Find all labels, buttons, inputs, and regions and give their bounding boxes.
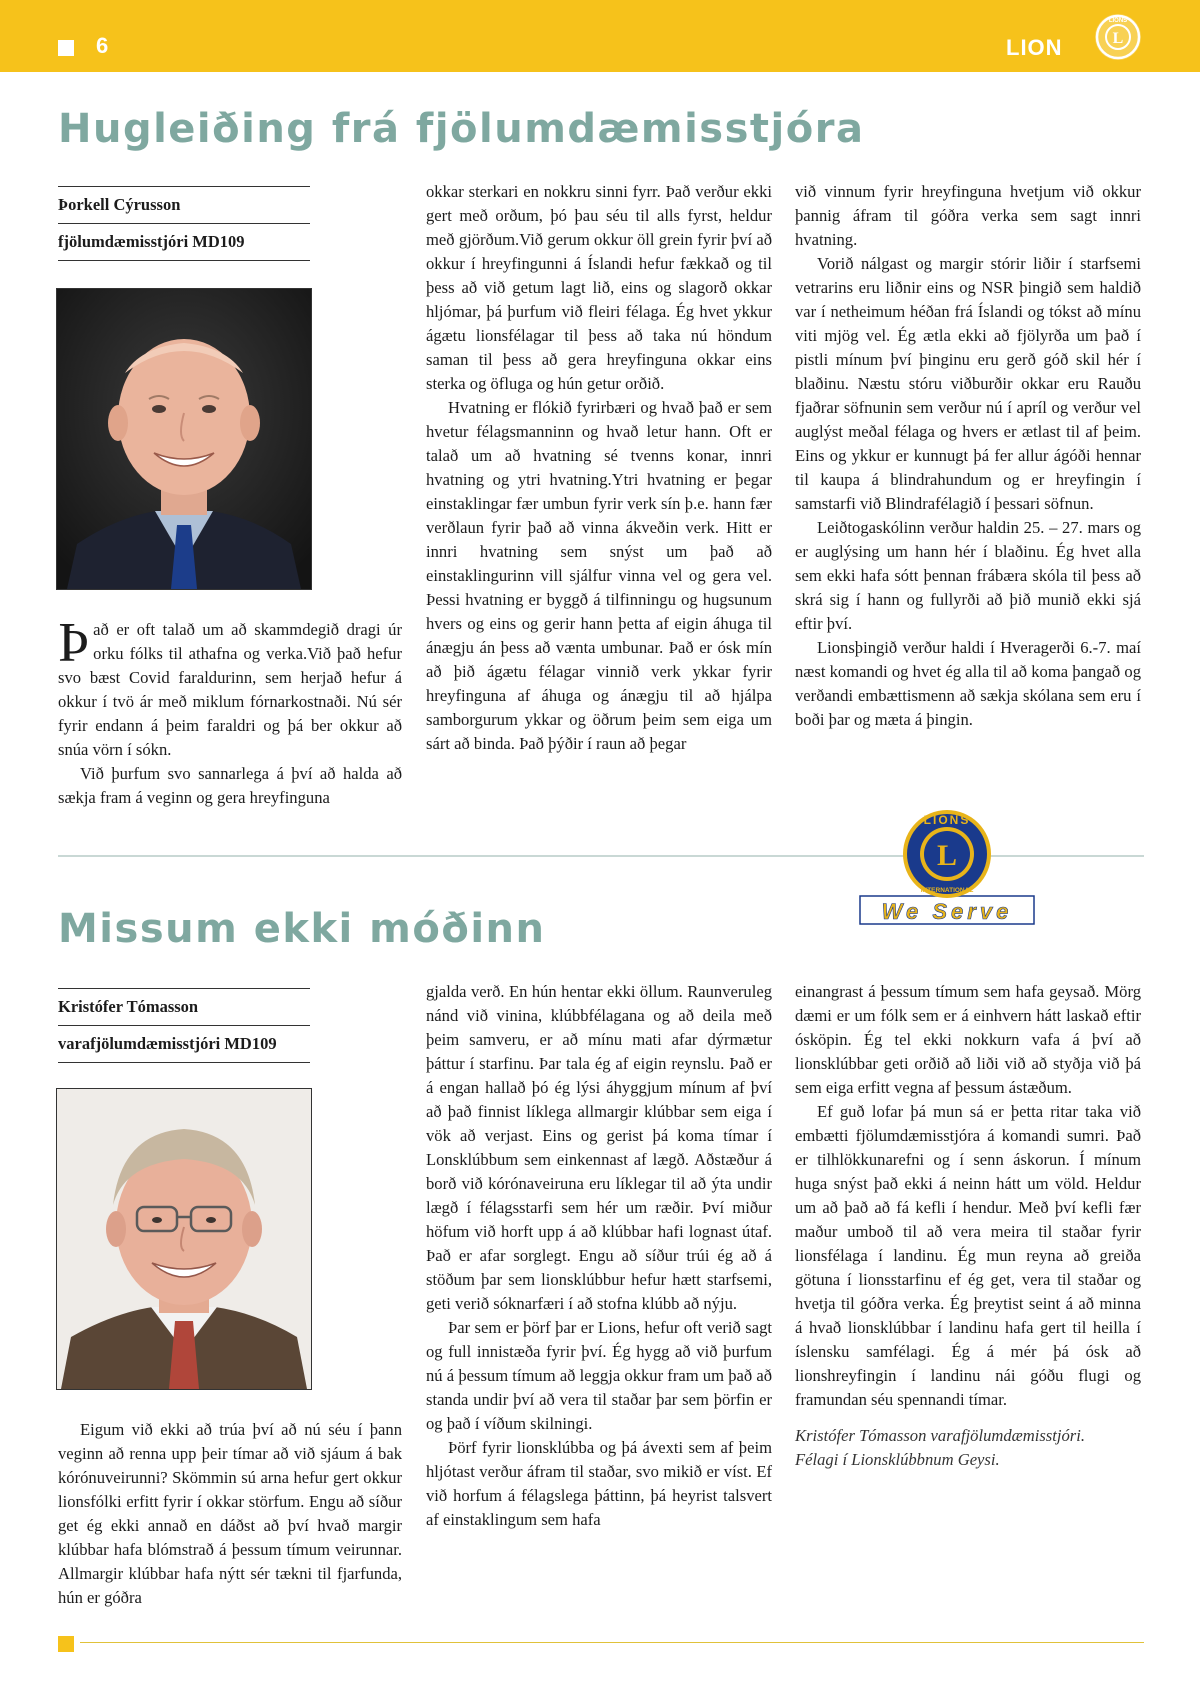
article1-paragraph: Hvatning er flókið fyrirbæri og hvað það er sem hvetur félagsmanninn og hvað letur hann. Oft er talað um að hvatning sé tvenns konar, innri hvatning og ytri hvatning.Ytri hvatning er þegar einstaklingar fær umbun fyrir verk sín þ.e. hann fær verðlaun fyrir það að vinna ákveðin verk. Hitt er innri hvatning sem snýst um það að einstaklingurinn vill sjálfur vinna vel og gera vel. Þessi hvatning er byggð á tilfinningu og hugsunum hvers og eins og gerir hann þetta af eigin áhuga til ánægju án þess að vænta umbunar. Það er ósk mín að þið ágætu félagar vinnið verk ykkar fyrir hreyfinguna af áhuga og ánægju til að hjálpa samborgurum ykkar og öðrum þeim sem eiga um sárt að binda. Það þýðir í raun að þegar	[426, 398, 772, 753]
article1-byline	[58, 186, 310, 261]
article1-paragraph: Vorið nálgast og margir stórir liðir í starfsemi vetrarins eru liðnir eins og NSR þingið sem haldið var í netheimum héðan frá Íslandi og tókst að mínu viti mjög vel. Ég ætla ekki að fjölyrða um það í pistli mínum því þinginu eru gerð góð skil hér í blaðinu. Næstu stóru viðburðir okkar eru Rauðu fjaðrar söfnunin sem verður nú í apríl og verður vel auglýst meðal félaga og hvers er ætlast til af þeim. Eins og ykkur er kunnugt þá fer allur ágóði hennar til kaupa á blindrahundum og er hreyfingin í samstarfi við Blindrafélagið í þessari söfnun.	[795, 254, 1141, 513]
article2-column-1	[58, 1418, 402, 1610]
article2-paragraph: Þar sem er þörf þar er Lions, hefur oft verið sagt og full innistæða fyrir því. Ég hygg að við þurfum nú á þessum tímum að leggja okkur fram um það að standa undir því að vera til staðar þar sem þörfin er og það í víðum skilningi.	[426, 1318, 772, 1433]
article2-column-3	[795, 980, 1141, 1472]
footer-square	[58, 1636, 74, 1652]
article2-author: Kristófer Tómasson	[58, 989, 310, 1026]
lions-logo-icon	[1093, 12, 1143, 62]
header-bar	[0, 0, 1200, 72]
article2-paragraph: gjalda verð. En hún hentar ekki öllum. Raunveruleg nánd við vinina, klúbbfélagana og að deila með þeim samveru, er að mínu mati afar dýrmætur þáttur í starfinu. Þar tala ég af eigin reynslu. Það er á engan hallað þó ég lýsi áhyggjum mínum af því að það finnist líklega allmargir klúbbar sem eiga í vök að verjast. Eins og gerist þá koma tímar í Lonsklúbbum sem einkennast af lægð. Aðstæður á borð við kórónaveiruna eru líklegar til að ýta undir lægð í félagsstarfi sem hér um ræðir. Því miður höfum við horft upp á að klúbbar hafi lognast útaf. Það er afar sorglegt. Engu að síður trúi ég að á stöðum þar sem lionsklúbbur hefur hætt starfsemi, geti verið sóknarfæri í að stofna klúbb að nýju.	[426, 982, 772, 1313]
article1-portrait	[56, 288, 312, 590]
svg-text:L: L	[1112, 30, 1124, 47]
article1-paragraph: Lionsþingið verður haldi í Hveragerði 6.-7. maí næst komandi og hvet ég alla til að koma þangað og verðandi embættismenn að sækja skólana sem eru í boði þar og mæta á þingin.	[795, 638, 1141, 729]
article1-paragraph: Það er oft talað um að skammdegið dragi úr orku fólks til athafna og verka.Við það hefur svo bæst Covid faraldurinn, sem herjað hefur á okkur í tvö ár með miklum fórnarkostnaði. Nú sér fyrir endann á þeim faraldri og þá ber okkur að snúa vörn í sókn.	[58, 612, 402, 759]
footer-rule	[80, 1642, 1144, 1643]
article1-author: Þorkell Cýrusson	[58, 187, 310, 224]
article1-paragraph: okkar sterkari en nokkru sinni fyrr. Það verður ekki gert með orðum, þó þau séu til alls fyrst, heldur með gjörðum.Við gerum okkur öll grein fyrir því að okkur í hreyfingunni á Íslandi hefur fækkað og til þess að við getum lagt lið, eins og slagorð okkar hljómar, þá þurfum við fleiri félaga. Ég hvet ykkur ágætu lionsfélagar til þess að taka nú höndum saman til þess að gera hreyfinguna okkar eins sterka og öfluga og hún getur orðið.	[426, 182, 772, 393]
article1-column-3	[795, 180, 1141, 732]
article2-paragraph: Ef guð lofar þá mun sá er þetta ritar taka við embætti fjölumdæmisstjóra á komandi sumri. Það er tilhlökkunarefni og í senn áskorun. Í mínum huga snýst það ekki á neinn hátt um völd. Heldur um að það að fá kefli í hendur. Með því kefli fær maður umboð til að vera meira til staðar fyrir lionsfélaga í landinu. Ég mun reyna að greiða götuna í lionsstarfinu ef ég get, vera til staðar og hvetja til góðra verka. Ég þreytist seint á að minna á hvað lionsklúbbar í landinu hafa gert til heilla í íslensku samfélagi. Ég á mér þá ósk að lionshreyfingin í landinu nái góðu flugi og framundan séu spennandi tímar.	[795, 1102, 1141, 1409]
article1-role: fjölumdæmisstjóri MD109	[58, 224, 310, 261]
emblem-center-letter: L	[936, 839, 958, 872]
article1-paragraph: við vinnum fyrir hreyfinguna hvetjum við okkur þannig áfram til góðra verka sem sagt innri hvatning.	[795, 182, 1141, 249]
svg-text:LIONS: LIONS	[1108, 18, 1128, 24]
article2-paragraph: Þörf fyrir lionsklúbba og þá ávexti sem af þeim hljótast verður áfram til staðar, svo mikið er víst. Ef við horfum á félagslega þáttinn, þá heyrist talsvert af einstaklingum sem hafa	[426, 1438, 772, 1529]
article2-title: Missum ekki móðinn	[58, 906, 546, 952]
header-square	[58, 40, 74, 56]
article1-paragraph: Leiðtogaskólinn verður haldin 25. – 27. mars og er auglýsing um hann hér í blaðinu. Ég hvet alla sem ekki hafa sótt þennan frábæra skóla til þess að skrá sig í hann og fullyrði að þið munið ekki sjá eftir því.	[795, 518, 1141, 633]
magazine-name: LION	[1006, 35, 1063, 60]
dropcap: Þ	[58, 612, 90, 674]
article2-role: varafjölumdæmisstjóri MD109	[58, 1026, 310, 1063]
emblem-top-text: LIONS	[923, 813, 971, 827]
page-number: 6	[96, 33, 109, 58]
article2-column-2	[426, 980, 772, 1532]
article1-paragraph: Við þurfum svo sannarlega á því að halda að sækja fram á veginn og gera hreyfinguna	[58, 764, 402, 807]
lions-we-serve-emblem	[858, 808, 1036, 928]
article1-column-2	[426, 180, 772, 756]
article2-byline	[58, 988, 310, 1063]
article2-paragraph: Eigum við ekki að trúa því að nú séu í þann veginn að renna upp þeir tímar að við sjáum á bak kórónuveirunni? Skömmin sú arna hefur gert okkur lionsfólki erfitt fyrir í okkar störfum. Engu að síður get ég ekki annað en dáðst að því hvað margir klúbbar hafa blómstrað á þessum tímum veirunnar. Allmargir klúbbar hafa nýtt sér tækni til fjarfunda, hún er góðra	[58, 1420, 402, 1607]
emblem-bottom-text: INTERNATIONAL	[920, 887, 974, 894]
article1-title: Hugleiðing frá fjölumdæmisstjóra	[58, 106, 865, 152]
article2-signature: Kristófer Tómasson varafjölumdæmisstjóri. Félagi í Lionsklúbbnum Geysi.	[795, 1426, 1085, 1469]
article1-column-1	[58, 612, 402, 810]
article2-portrait	[56, 1088, 312, 1390]
emblem-slogan: We Serve	[881, 899, 1013, 924]
article2-paragraph: einangrast á þessum tímum sem hafa geysað. Mörg dæmi er um fólk sem er á einhvern hátt laskað eftir ósköpin. Ég tel ekki nokkurn vafa á því að lionsklúbbar geti orðið að liði við að styðja við þá sem eiga erfitt vegna af þessum ástæðum.	[795, 982, 1141, 1097]
